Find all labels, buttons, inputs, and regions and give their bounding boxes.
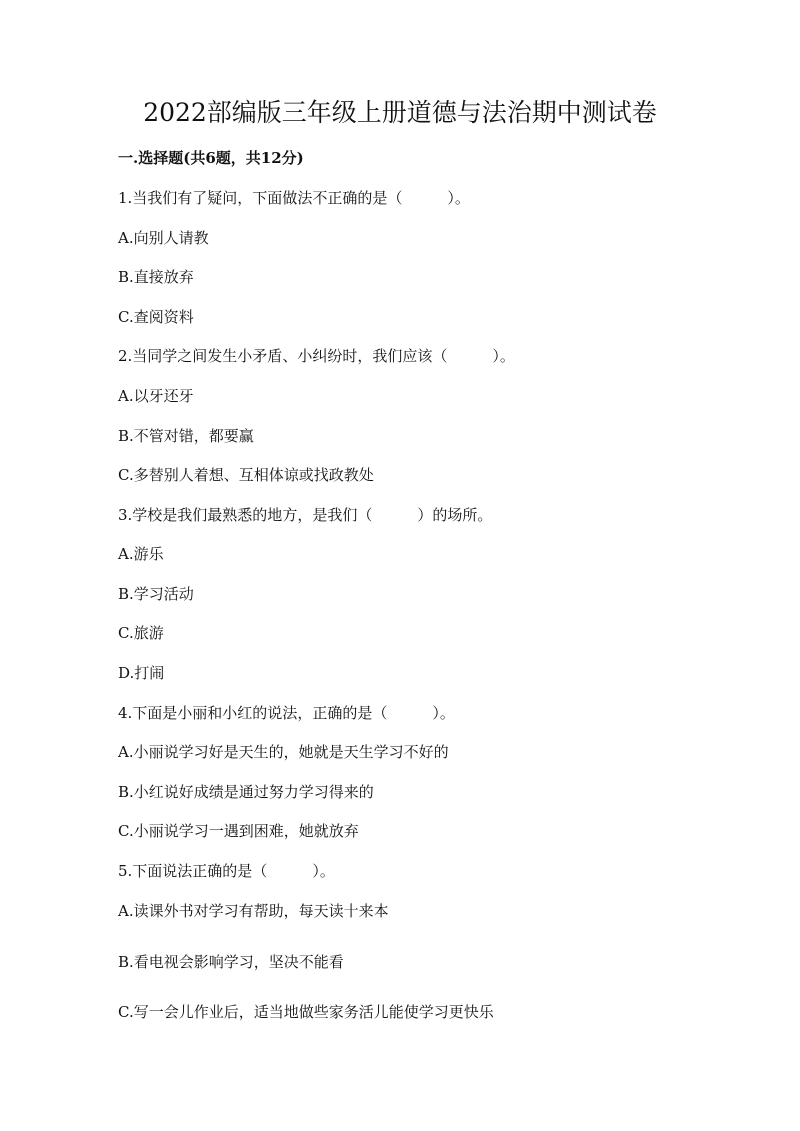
question-5-option-a: A.读课外书对学习有帮助，每天读十来本 [118,902,389,920]
question-1-option-b: B.直接放弃 [118,268,194,286]
question-3-stem: 3.学校是我们最熟悉的地方，是我们（ ）的场所。 [118,506,493,524]
question-4-option-c: C.小丽说学习一遇到困难，她就放弃 [118,822,359,840]
question-2-stem: 2.当同学之间发生小矛盾、小纠纷时，我们应该（ ）。 [118,347,515,365]
question-2-option-b: B.不管对错，都要赢 [118,427,254,445]
question-4-option-a: A.小丽说学习好是天生的，她就是天生学习不好的 [118,743,449,761]
question-5-option-b: B.看电视会影响学习，坚决不能看 [118,953,344,971]
question-1-option-a: A.向别人请教 [118,229,209,247]
question-3-option-a: A.游乐 [118,545,164,563]
question-3-option-c: C.旅游 [118,624,164,642]
question-5-stem: 5.下面说法正确的是（ ）。 [118,862,335,880]
question-1-stem: 1.当我们有了疑问，下面做法不正确的是（ ）。 [118,189,470,207]
question-2-option-a: A.以牙还牙 [118,387,194,405]
page-title: 2022部编版三年级上册道德与法治期中测试卷 [143,98,657,127]
question-2-option-c: C.多替别人着想、互相体谅或找政教处 [118,466,374,484]
question-3-option-b: B.学习活动 [118,585,194,603]
question-3-option-d: D.打闹 [118,664,165,682]
question-5-option-c: C.写一会儿作业后，适当地做些家务活儿能使学习更快乐 [118,1003,494,1021]
question-1-option-c: C.查阅资料 [118,308,194,326]
section-heading: 一.选择题(共6题，共12分) [118,149,304,167]
question-4-option-b: B.小红说好成绩是通过努力学习得来的 [118,783,374,801]
question-4-stem: 4.下面是小丽和小红的说法，正确的是（ ）。 [118,704,455,722]
